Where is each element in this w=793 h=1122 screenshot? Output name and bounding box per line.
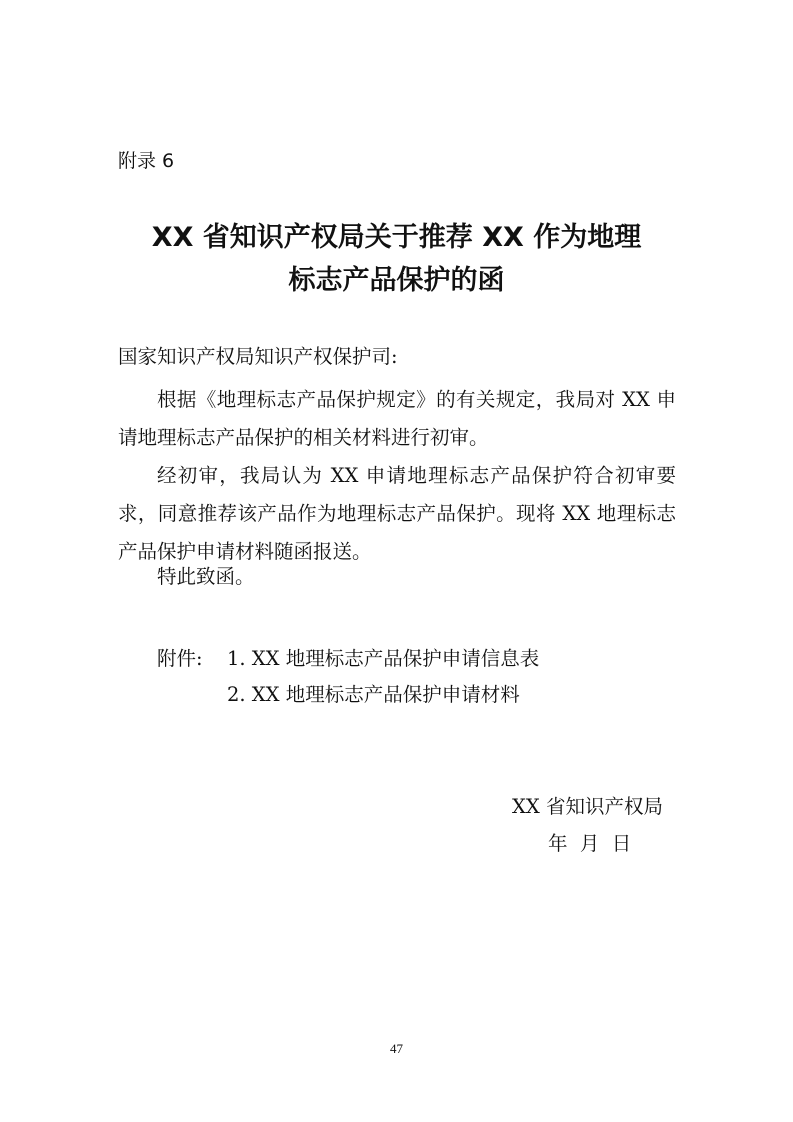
appendix-label: 附录 6 bbox=[118, 150, 175, 172]
paragraph-text: 经初审，我局认为 XX 申请地理标志产品保护符合初审要求，同意推荐该产品作为地理标志产品保护。现将 XX 地理标志产品保护申请材料随函报送。 bbox=[118, 464, 676, 563]
signature-date: 年 月 日 bbox=[548, 832, 632, 855]
closing-line: 特此致函。 bbox=[157, 565, 255, 588]
document-title-line-2: 标志产品保护的函 bbox=[288, 265, 505, 296]
letter-body-paragraph-1 bbox=[118, 381, 676, 457]
sender-signature: XX 省知识产权局 bbox=[512, 795, 663, 818]
attachment-item: 2. XX 地理标志产品保护申请材料 bbox=[227, 683, 520, 706]
attachments-label: 附件: bbox=[157, 647, 203, 670]
document-title-line-1: XX 省知识产权局关于推荐 XX 作为地理 bbox=[151, 222, 642, 253]
page-number: 47 bbox=[390, 1041, 403, 1056]
paragraph-text: 根据《地理标志产品保护规定》的有关规定，我局对 XX 申请地理标志产品保护的相关材料进行初审。 bbox=[118, 388, 676, 449]
salutation: 国家知识产权局知识产权保护司: bbox=[118, 345, 398, 368]
attachment-item: 1. XX 地理标志产品保护申请信息表 bbox=[227, 647, 540, 670]
letter-body-paragraph-2 bbox=[118, 457, 676, 571]
